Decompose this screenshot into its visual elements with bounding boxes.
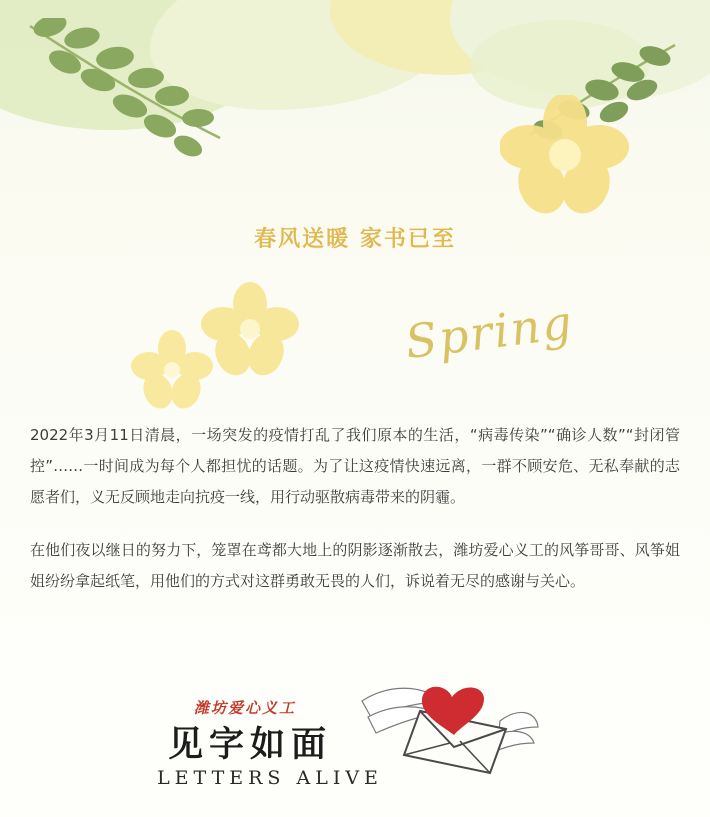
green-blob-left-decoration bbox=[0, 0, 270, 130]
green-blob-right-decoration bbox=[450, 0, 710, 100]
pale-green-blob-decoration bbox=[150, 0, 450, 110]
article-body bbox=[30, 420, 680, 619]
spring-script-word: Spring bbox=[402, 294, 577, 370]
page-title: 春风送暖 家书已至 bbox=[254, 227, 456, 252]
yellow-blob-decoration bbox=[330, 0, 560, 75]
big-flower-top-right-icon bbox=[500, 95, 630, 220]
org-name-label: 潍坊爱心义工 bbox=[193, 699, 296, 717]
leaf-sprig-top-right-icon bbox=[510, 40, 680, 165]
flower-mid-center-icon bbox=[200, 282, 300, 382]
flower-mid-left-icon bbox=[130, 330, 214, 415]
logo-title-en: LETTERS ALIVE bbox=[157, 767, 383, 789]
footer-logo bbox=[0, 675, 710, 805]
soft-green-blob-decoration bbox=[470, 20, 650, 110]
logo-title-cn: 见字如面 bbox=[167, 724, 332, 765]
article-paragraph: 2022年3月11日清晨，一场突发的疫情打乱了我们原本的生活，“病毒传染”“确诊人数”“封闭管控”……一时间成为每个人都担忧的话题。为了让这疫情快速远离，一群不顾安危、无私奉献的志愿者们，义无反顾地走向抗疫一线，用行动驱散病毒带来的阴霾。 bbox=[30, 426, 680, 506]
leaf-sprig-top-left-icon bbox=[20, 18, 250, 183]
article-paragraph: 在他们夜以继日的努力下，笼罩在鸢都大地上的阴影逐渐散去，潍坊爱心义工的风筝哥哥、风筝姐姐纷纷拿起纸笔，用他们的方式对这群勇敢无畏的人们，诉说着无尽的感谢与关心。 bbox=[30, 541, 680, 590]
winged-envelope-icon bbox=[350, 677, 540, 792]
